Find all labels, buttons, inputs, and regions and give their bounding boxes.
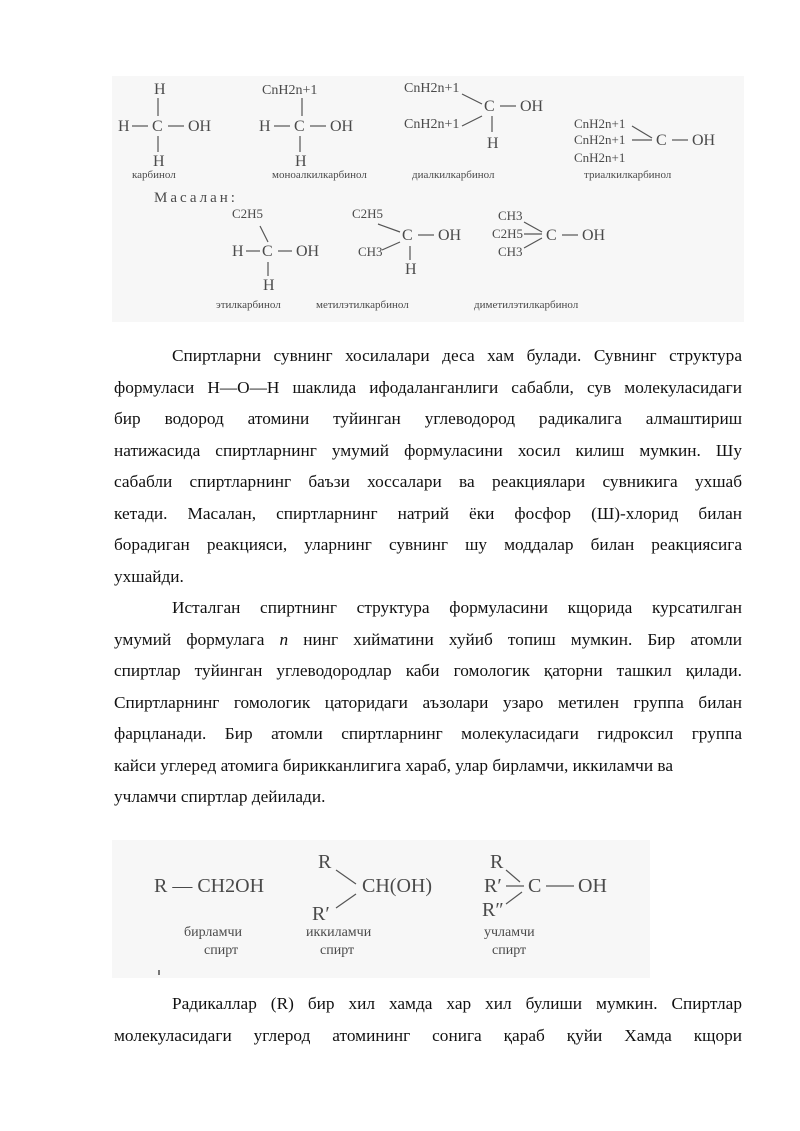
alcohol-types-figure (112, 840, 650, 978)
radical-ch3: CH3 (358, 244, 383, 259)
text-line: кетади. Масалан, спиртларнинг натрий ёки фосфор (Ш)-хлорид билан (114, 503, 742, 523)
variable-n: n (279, 629, 289, 649)
text-line: бир водород атомини туйинган углеводород радикалига алмаштириш (114, 409, 742, 428)
atom-c: C (546, 227, 557, 244)
atom-c: C (152, 118, 163, 135)
text-line: борадиган реакцияси, уларнинг сувнинг шу моддалар билан реакциясига (114, 535, 742, 554)
caption-ethylcarbinol: этилкарбинол (216, 299, 281, 311)
text-line: Спиртларни сувнинг хосилалари деса хам булади. Сувнинг структура (172, 346, 742, 365)
text-line (114, 624, 742, 656)
caption-trialkylcarbinol: триалкилкарбинол (584, 169, 672, 181)
text-line: ухшайди. (114, 566, 184, 586)
radical-cnh2n1: CnH2n+1 (262, 83, 318, 98)
radical-2: CnH2n+1 (574, 132, 626, 147)
carbinol-formulas-drawing (112, 76, 744, 322)
radical-r-prime: R′ (312, 903, 330, 925)
carbinol-formulas-figure (112, 76, 744, 322)
formula-methylethylcarbinol (316, 206, 462, 311)
caption-secondary: иккиламчи (306, 925, 372, 940)
formula-dialkylcarbinol (404, 81, 544, 181)
radical-ch3-bottom: CH3 (498, 244, 523, 259)
radical-3: CnH2n+1 (574, 150, 626, 165)
paragraph-radicals (114, 988, 742, 1051)
group-choh: CH(OH) (362, 875, 432, 897)
caption-alcohol: спирт (492, 943, 527, 958)
formula-ethylcarbinol (216, 206, 320, 311)
text-line: формуласи Н—О—Н шаклида ифодаланганлиги сабабли, сув молекуласидаги (114, 377, 742, 397)
alcohol-types-drawing (112, 840, 650, 978)
radical-1: CnH2n+1 (574, 116, 626, 131)
examples-label: Масалан: (154, 190, 238, 206)
formula-tertiary-alcohol (482, 851, 607, 958)
atom-h-bottom: H (153, 153, 165, 170)
scan-mark (158, 970, 160, 975)
atom-c: C (528, 875, 542, 897)
atom-h-bottom: H (405, 261, 417, 278)
text-fragment: нинг хийматини хуйиб топиш мумкин. Бир атомли (303, 629, 742, 649)
caption-dimethylethylcarbinol: диметилэтилкарбинол (474, 299, 579, 311)
atom-c: C (262, 243, 273, 260)
text-line: молекуласидаги углерод атомининг сонига қараб қуйи Хамда кщори (114, 1025, 742, 1045)
caption-alcohol: спирт (204, 943, 239, 958)
text-line: учламчи спиртлар дейилади. (114, 787, 326, 806)
formula-carbinol (118, 81, 212, 181)
group-oh: OH (188, 118, 212, 135)
formula-trialkylcarbinol (574, 116, 716, 181)
formula-monoalkylcarbinol (259, 83, 367, 181)
text-line: кайси углеред атомига бирикканлигига хараб, улар бирламчи, иккиламчи ва (114, 755, 674, 775)
text-fragment: умумий формулага (114, 629, 265, 649)
caption-methylethylcarbinol: метилэтилкарбинол (316, 299, 409, 311)
group-oh: OH (438, 227, 462, 244)
formula-secondary-alcohol (306, 851, 432, 958)
primary-formula: R — CH2OH (154, 875, 265, 897)
atom-h-bottom: H (487, 135, 499, 152)
atom-c: C (484, 98, 495, 115)
text-line: Спиртларнинг гомологик цаторидаги аъзолари узаро метилен группа билан (114, 692, 742, 712)
atom-h-top: H (154, 81, 166, 98)
group-oh: OH (692, 132, 716, 149)
group-oh: OH (520, 98, 544, 115)
caption-monoalkylcarbinol: моноалкилкарбинол (272, 169, 367, 181)
formula-dimethylethylcarbinol (474, 208, 606, 311)
radical-c2h5: C2H5 (492, 226, 524, 241)
radical-r-prime: R′ (484, 875, 502, 897)
atom-h-bottom: H (263, 277, 275, 294)
atom-h-left: H (118, 118, 130, 135)
caption-carbinol: карбинол (132, 169, 176, 181)
group-oh: OH (296, 243, 320, 260)
text-line: спиртлар туйинган углеводородлар каби гомологик қаторни ташкил қилади. (114, 661, 742, 680)
atom-c: C (402, 227, 413, 244)
atom-c: C (656, 132, 667, 149)
atom-h-left: H (259, 118, 271, 135)
atom-c: C (294, 118, 305, 135)
text-line: сабабли спиртларнинг баъзи хоссалари ва реакциялари сувникига ухшаб (114, 472, 742, 491)
group-oh: OH (578, 875, 607, 897)
radical-r: R (490, 851, 504, 873)
radical-r: R (318, 851, 332, 873)
radical-2: CnH2n+1 (404, 117, 460, 132)
caption-tertiary: учламчи (484, 925, 535, 940)
caption-dialkylcarbinol: диалкилкарбинол (412, 169, 495, 181)
radical-ch3-top: CH3 (498, 208, 523, 223)
paragraph-homologous-series (114, 592, 742, 813)
text-line: Радикаллар (R) бир хил хамда хар хил булиши мумкин. Спиртлар (172, 994, 742, 1013)
caption-alcohol: спирт (320, 943, 355, 958)
formula-primary-alcohol (154, 875, 264, 958)
text-line: натижасида спиртларнинг умумий формуласини хосил килиш мумкин. Шу (114, 440, 742, 460)
text-line: фарцланади. Бир атомли спиртларнинг молекуласидаги гидроксил группа (114, 724, 742, 743)
radical-c2h5: C2H5 (232, 206, 264, 221)
atom-h-bottom: H (295, 153, 307, 170)
radical-c2h5: C2H5 (352, 206, 384, 221)
radical-r-double-prime: R″ (482, 899, 504, 921)
group-oh: OH (330, 118, 354, 135)
caption-primary: бирламчи (184, 925, 243, 940)
atom-h-left: H (232, 243, 244, 260)
radical-1: CnH2n+1 (404, 81, 460, 96)
group-oh: OH (582, 227, 606, 244)
text-line: Исталган спиртнинг структура формуласини кщорида курсатилган (172, 598, 742, 617)
paragraph-alcohols-water-derivatives (114, 340, 742, 592)
